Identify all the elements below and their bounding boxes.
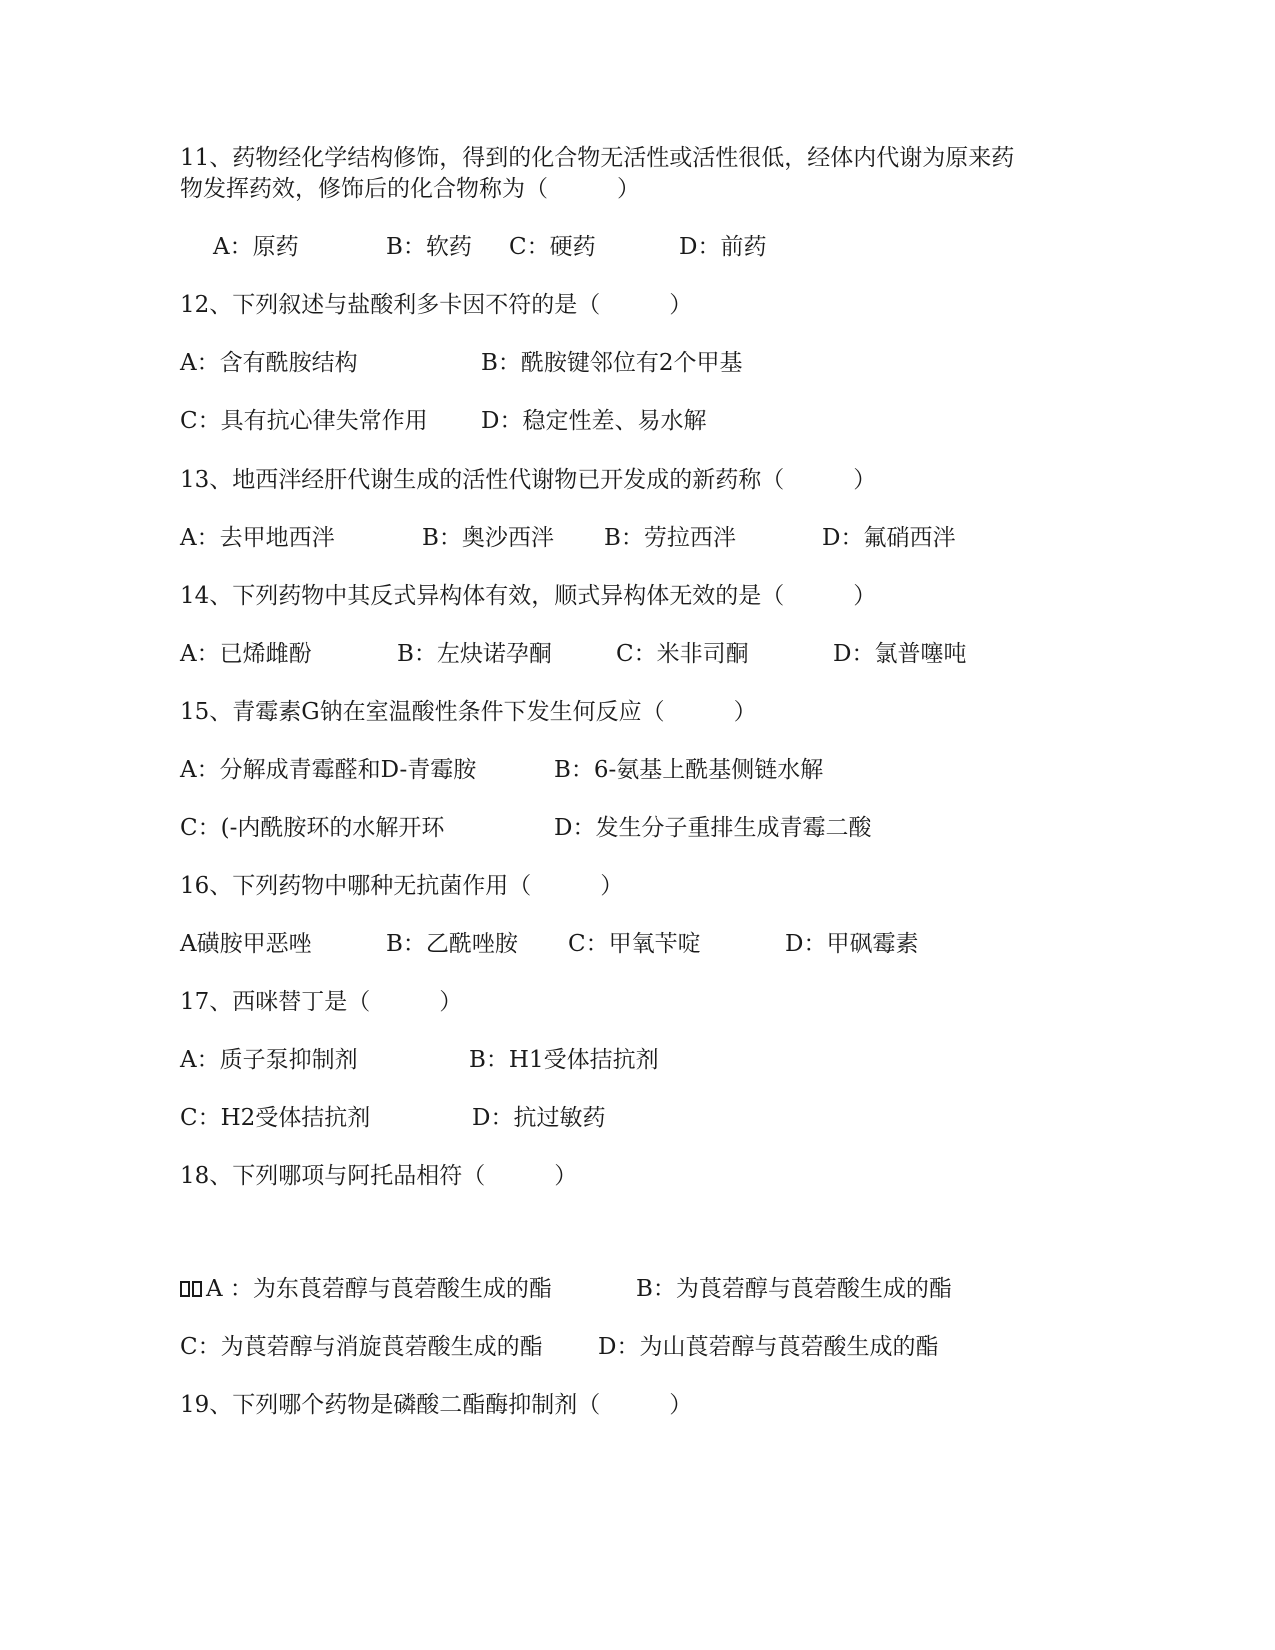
question-16-option-c: C：甲氧苄啶 [568,931,701,957]
question-18-option-c: C：为莨菪醇与消旋莨菪酸生成的酯 [180,1334,543,1360]
question-15-option-b: B：6-氨基上酰基侧链水解 [554,757,824,783]
question-17-option-c: C：H2受体拮抗剂 [180,1105,371,1131]
question-12-option-a: A：含有酰胺结构 [180,350,358,376]
question-17-option-b: B：H1受体拮抗剂 [469,1047,659,1073]
question-16-stem: 16、下列药物中哪种无抗菌作用（ ） [180,873,624,899]
question-14-option-b: B：左炔诺孕酮 [397,641,552,667]
question-11-option-c: C：硬药 [509,234,596,260]
question-15-stem: 15、青霉素G钠在室温酸性条件下发生何反应（ ） [180,699,757,725]
question-14-option-a: A：已烯雌酚 [180,641,312,667]
question-17-stem: 17、西咪替丁是（ ） [180,989,463,1015]
question-18-option-b: B：为莨菪醇与莨菪酸生成的酯 [636,1276,952,1302]
question-15-option-a: A：分解成青霉醛和D-青霉胺 [180,757,477,783]
question-11-option-b: B：软药 [386,234,472,260]
question-12-option-c: C：具有抗心律失常作用 [180,408,428,434]
question-13-stem: 13、地西泮经肝代谢生成的活性代谢物已开发成的新药称（ ） [180,467,877,493]
glyph-placeholder-icon [180,1281,204,1297]
question-12-option-b: B：酰胺键邻位有2个甲基 [481,350,743,376]
question-13-option-c: B：劳拉西泮 [604,525,736,551]
question-11-option-a: A：原药 [213,234,299,260]
question-13-option-d: D：氟硝西泮 [822,525,956,551]
question-13-option-a: A：去甲地西泮 [180,525,335,551]
question-13-option-b: B：奥沙西泮 [422,525,554,551]
question-11-stem-line-2: 物发挥药效，修饰后的化合物称为（ ） [180,176,640,202]
question-11-option-d: D：前药 [679,234,767,260]
question-16-option-b: B：乙酰唑胺 [386,931,518,957]
question-12-stem: 12、下列叙述与盐酸利多卡因不符的是（ ） [180,292,693,318]
question-14-option-c: C：米非司酮 [616,641,749,667]
question-16-option-d: D：甲砜霉素 [785,931,919,957]
question-18-option-d: D：为山莨菪醇与莨菪酸生成的酯 [598,1334,939,1360]
question-14-option-d: D：氯普噻吨 [833,641,967,667]
question-12-option-d: D：稳定性差、易水解 [481,408,707,434]
question-19-stem: 19、下列哪个药物是磷酸二酯酶抑制剂（ ） [180,1392,693,1418]
question-18-option-a-text: A ：为东莨菪醇与莨菪酸生成的酯 [206,1276,552,1302]
question-16-option-a: A磺胺甲恶唑 [180,931,312,957]
question-15-option-c: C：(-内酰胺环的水解开环 [180,815,445,841]
question-17-option-d: D：抗过敏药 [472,1105,606,1131]
question-18-stem: 18、下列哪项与阿托品相符（ ） [180,1163,578,1189]
question-18-option-a [180,1274,552,1304]
question-15-option-d: D：发生分子重排生成青霉二酸 [554,815,872,841]
question-17-option-a: A：质子泵抑制剂 [180,1047,358,1073]
question-11-stem-line-1: 11、药物经化学结构修饰，得到的化合物无活性或活性很低，经体内代谢为原来药 [180,145,1015,171]
question-14-stem: 14、下列药物中其反式异构体有效，顺式异构体无效的是（ ） [180,583,877,609]
